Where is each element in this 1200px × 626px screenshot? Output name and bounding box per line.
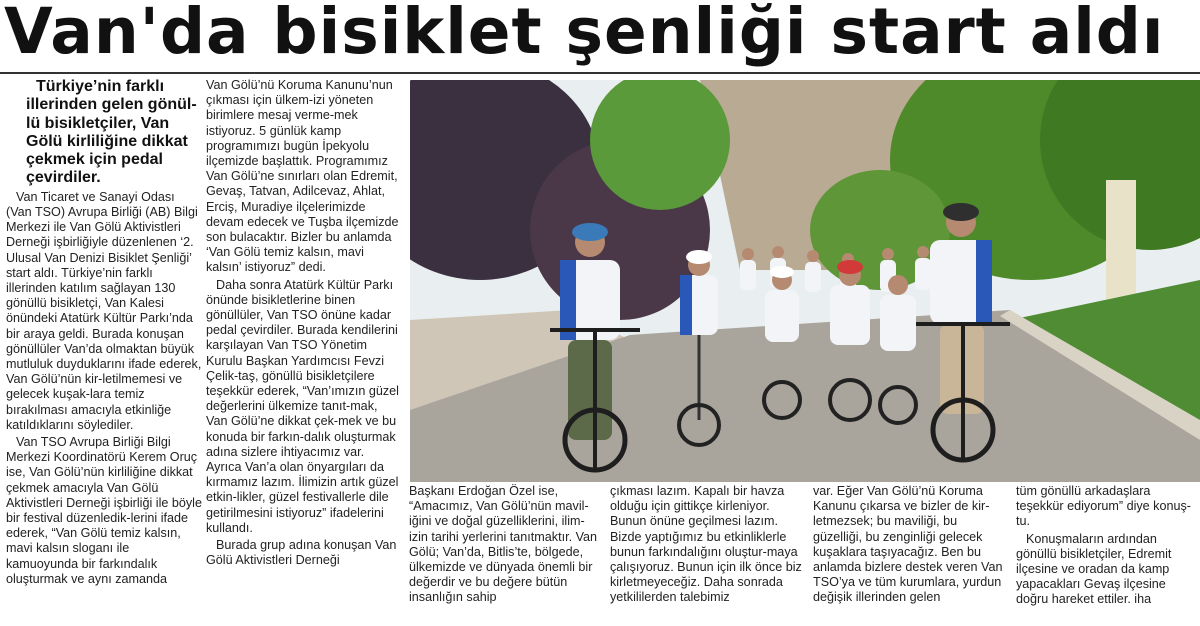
article-photo [410, 80, 1200, 482]
article-column-4 [610, 484, 806, 626]
article-paragraph: var. Eğer Van Gölü’nü Koruma Kanunu çıkarsa ve bizler de kir-letmezsek; bu maviliği, bu güzelliği, bu zenginliği gelecek kuşaklara taşıyacağız. Ben bu anlamda bizlere destek veren Van TSO’ya ve tüm kurumlara, yurdun değişik illerinden gelen [813, 484, 1003, 605]
article-paragraph: Başkanı Erdoğan Özel ise, “Amacımız, Van Gölü’nün mavil-iğini ve doğal güzelliklerini, ilim-izin tarihi yerlerini tanıtmaktır. Van Gölü; Van’da, Bitlis’te, bölgede, ülkemizde ve dünyada önemli bir değerdir ve bu değere bütün insanlığın sahip [409, 484, 598, 605]
article-column-2 [206, 78, 400, 626]
article-paragraph: çıkması lazım. Kapalı bir havza olduğu için gittikçe kirleniyor. Bunun önüne geçilmesi lazım. Bizde yaptığımız bu etkinliklerle bunun farkındalığını oluştur-maya çalışıyoruz. Bunun için ilk önce biz kirletmeyeceğiz. Daha sonrada yetkililerden talebimiz [610, 484, 802, 605]
article-paragraph: tüm gönüllü arkadaşlara teşekkür ediyorum” diye konuş-tu. [1016, 484, 1191, 529]
article-paragraph: Konuşmaların ardından gönüllü bisikletçiler, Edremit ilçesine ve oradan da kamp yapacakları Gevaş ilçesine doğru hareket ettiler. iha [1016, 531, 1172, 607]
article-paragraph: Van Ticaret ve Sanayi Odası (Van TSO) Avrupa Birliği (AB) Bilgi Merkezi ile Van Gölü Aktivistleri Derneği işbirliğiyle düzenlenen ‘2. Ulusal Van Denizi Bisiklet Şenliği’ start aldı. Türkiye’nin farklı illerinden katılım sağlayan 130 gönüllü bisikletçi, Van Kalesi önündeki Atatürk Kültür Parkı’nda bir araya geldi. Burada konuşan gönüllüler Van’da olmaktan büyük mutluluk duyduklarını ifade ederek, Van Gölü’nün kir-letilmemesi ve gelecek kuşak-lara temiz bırakılması amacıyla etkinliğe katıldıklarını söylediler. [6, 189, 202, 432]
article-column-6 [1016, 484, 1200, 626]
article-lead: Türkiye’nin farklı illerinden gelen gönül-lü bisikletçiler, Van Gölü kirliliğine dikkat çekmek için pedal çevirdiler. [26, 78, 197, 187]
article-column-1 [6, 78, 202, 626]
article-paragraph: Van TSO Avrupa Birliği Bilgi Merkezi Koordinatörü Kerem Oruç ise, Van Gölü’nün kirliliğine dikkat çekmek amacıyla Van Gölü Aktivistleri Derneği işbirliği ile böyle bir festival düzenledik-lerini ifade ederek, “Van Gölü temiz kalsın, mavi kalsın sloganı ile kamuoyunda bir farkındalık oluşturmak ve aynı zamanda [6, 435, 202, 586]
cyclists-photo-illustration [410, 80, 1200, 482]
article-paragraph: Daha sonra Atatürk Kültür Parkı önünde bisikletlerine binen gönüllüler, Van TSO önüne kadar pedal çevirdiler. Burada kendilerini karşılayan Van TSO Yönetim Kurulu Başkan Yardımcısı Fevzi Çelik-taş, gönüllü bisikletçilere teşekkür ederek, “Van’ımızın güzel değerlerini ülkemize tanıt-mak, Van Gölü’ne dikkat çek-mek ve bu konuda bir farkın-dalık oluşturmak adına sizlere ihtiyacımız var. Ayrıca Van’a olan önyargıları da kırmamız lazım. İlimizin artık güzel etkin-likler, güzel festivallerle dile getirilmesini istiyoruz” ifadelerini kullandı. [206, 277, 399, 535]
article-headline: Van'da bisiklet şenliği start aldı [4, 0, 1165, 68]
article-column-3 [409, 484, 599, 626]
headline-divider [0, 72, 1200, 74]
article-column-5 [813, 484, 1007, 626]
article-paragraph: Van Gölü’nü Koruma Kanunu’nun çıkması için ülkem-izi yöneten birimlere mesaj verme-mek istiyoruz. 5 günlük kamp programımızı bugün İpekyolu ilçemizde başlattık. Programımız Van Gölü’ne sınırları olan Edremit, Gevaş, Tatvan, Adilcevaz, Ahlat, Erciş, Muradiye ilçelerimizde devam edecek ve Tuşba ilçemizde son bulacaktır. Bizler bu anlamda ‘Van Gölü temiz kalsın, mavi kalsın’ istiyoruz” dedi. [206, 78, 399, 275]
article-paragraph: Burada grup adına konuşan Van Gölü Aktivistleri Derneği [206, 538, 397, 568]
